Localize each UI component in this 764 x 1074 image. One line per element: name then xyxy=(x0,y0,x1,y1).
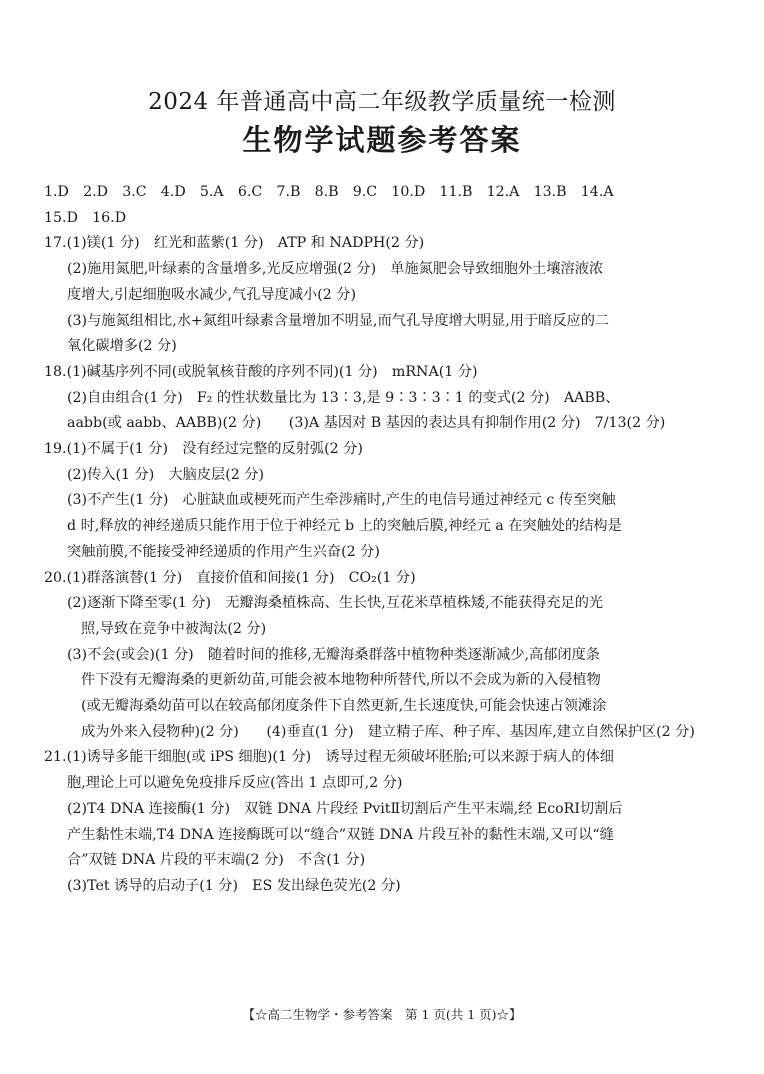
q19-part3-cont2: 突触前膜,不能接受神经递质的作用产生兴奋(2 分) xyxy=(67,543,380,560)
q20-part3-cont2: (或无瓣海桑幼苗可以在较高郁闭度条件下自然更新,生长速度快,可能会快速占领滩涂 xyxy=(81,698,607,715)
exam-title: 2024 年普通高中高二年级教学质量统一检测 xyxy=(148,89,616,115)
q18-part2: (2)自由组合(1 分) F₂ 的性状数量比为 13∶3,是 9∶3∶3∶1 的变式(2 分) AABB、 xyxy=(67,389,620,406)
q17-part2: (2)施用氮肥,叶绿素的含量增多,光反应增强(2 分) 单施氮肥会导致细胞外土壤溶液浓 xyxy=(67,261,604,278)
q19-part2: (2)传入(1 分) 大脑皮层(2 分) xyxy=(67,466,264,483)
q20-part2-cont: 照,导致在竞争中被淘汰(2 分) xyxy=(81,620,267,637)
q18-part2-cont: aabb(或 aabb、AABB)(2 分) xyxy=(67,415,262,432)
q20-part2: (2)逐渐下降至零(1 分) 无瓣海桑植株高、生长快,互花米草植株矮,不能获得充足的光 xyxy=(67,595,604,612)
q21-part2: (2)T4 DNA 连接酶(1 分) 双链 DNA 片段经 PvitⅡ切割后产生平末端,经 EcoRⅠ切割后 xyxy=(67,800,623,817)
answers-choice-line-2: 15.D 16.D xyxy=(44,209,127,226)
answer-body xyxy=(44,180,716,900)
q19-part3: (3)不产生(1 分) 心脏缺血或梗死而产生牵涉痛时,产生的电信号通过神经元 c 传至突触 xyxy=(67,492,616,509)
q21-part2-cont2: 合”双链 DNA 片段的平末端(2 分) 不含(1 分) xyxy=(67,852,366,869)
q17-part1: 17.(1)镁(1 分) 红光和蓝紫(1 分) ATP 和 NADPH(2 分) xyxy=(44,235,425,252)
q21-part1: 21.(1)诱导多能干细胞(或 iPS 细胞)(1 分) 诱导过程无须破坏胚胎;可以来源于病人的体细 xyxy=(44,749,614,766)
q21-part1-cont: 胞,理论上可以避免免疫排斥反应(答出 1 点即可,2 分) xyxy=(67,775,403,792)
q21-part2-cont1: 产生黏性末端,T4 DNA 连接酶既可以“缝合”双链 DNA 片段互补的黏性末端,又可以“缝 xyxy=(67,826,614,843)
q20-part4: (4)垂直(1 分) 建立精子库、种子库、基因库,建立自然保护区(2 分) xyxy=(266,723,695,740)
q19-part1: 19.(1)不属于(1 分) 没有经过完整的反射弧(2 分) xyxy=(44,441,363,458)
q17-part3-cont: 氧化碳增多(2 分) xyxy=(67,338,177,355)
q21-part3: (3)Tet 诱导的启动子(1 分) ES 发出绿色荧光(2 分) xyxy=(67,877,401,894)
q17-part2-cont: 度增大,引起细胞吸水减少,气孔导度减小(2 分) xyxy=(67,286,357,303)
page-footer: 【☆高二生物学・参考答案 第 1 页(共 1 页)☆】 xyxy=(242,1007,522,1022)
q17-part3: (3)与施氮组相比,水+氮组叶绿素含量增加不明显,而气孔导度增大明显,用于暗反应的二 xyxy=(67,312,610,329)
q19-part3-cont1: d 时,释放的神经递质只能作用于位于神经元 b 上的突触后膜,神经元 a 在突触处的结构是 xyxy=(67,518,622,535)
q20-part3-cont1: 件下没有无瓣海桑的更新幼苗,可能会被本地物种所替代,所以不会成为新的入侵植物 xyxy=(81,672,601,689)
q20-part1: 20.(1)群落演替(1 分) 直接价值和间接(1 分) CO₂(1 分) xyxy=(44,569,416,586)
q18-part3: (3)A 基因对 B 基因的表达具有抑制作用(2 分) 7/13(2 分) xyxy=(288,415,666,432)
q18-part1: 18.(1)碱基序列不同(或脱氧核苷酸的序列不同)(1 分) mRNA(1 分) xyxy=(44,363,478,380)
answers-choice-line-1: 1.D 2.D 3.C 4.D 5.A 6.C 7.B 8.B 9.C 10.D 11.B 12.A 13.B 14.A xyxy=(44,184,614,200)
q20-part3-cont3: 成为外来入侵物种)(2 分) xyxy=(81,723,239,740)
q20-part3: (3)不会(或会)(1 分) 随着时间的推移,无瓣海桑群落中植物种类逐渐减少,高郁闭度条 xyxy=(67,646,600,663)
answer-key-title: 生物学试题参考答案 xyxy=(242,123,522,157)
